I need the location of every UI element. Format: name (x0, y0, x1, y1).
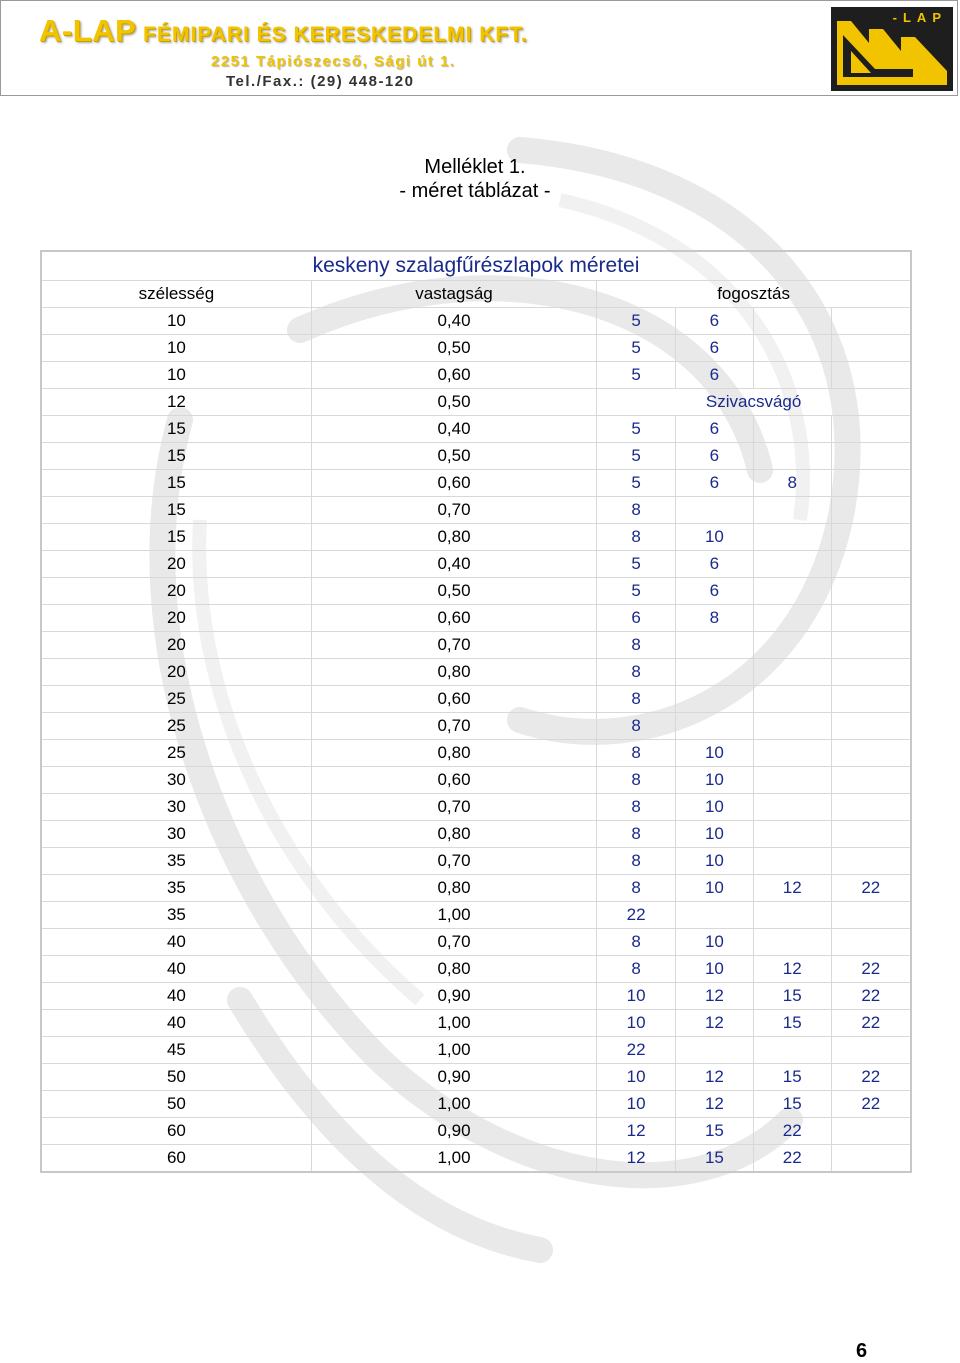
table-row (41, 605, 911, 632)
width-cell: 35 (41, 875, 311, 902)
header-thickness: vastagság (311, 281, 596, 308)
thickness-cell: 0,80 (311, 821, 596, 848)
appendix-title: Melléklet 1. (424, 156, 526, 178)
thickness-cell: 0,90 (311, 983, 596, 1010)
width-cell: 10 (41, 308, 311, 335)
tooth-pitch-cell (676, 659, 754, 686)
tooth-pitch-cell (831, 362, 911, 389)
width-cell: 15 (41, 524, 311, 551)
tooth-pitch-cell (831, 713, 911, 740)
thickness-cell: 0,70 (311, 713, 596, 740)
tooth-pitch-cell: 8 (597, 632, 676, 659)
tooth-pitch-cell: 6 (676, 335, 754, 362)
tooth-pitch-cell (831, 767, 911, 794)
table-row (41, 875, 911, 902)
table-row (41, 821, 911, 848)
table-row (41, 524, 911, 551)
tooth-pitch-cell (753, 659, 831, 686)
width-cell: 60 (41, 1145, 311, 1173)
thickness-cell: 1,00 (311, 1010, 596, 1037)
tooth-pitch-cell: 5 (597, 416, 676, 443)
tooth-pitch-cell: 10 (676, 767, 754, 794)
thickness-cell: 0,40 (311, 308, 596, 335)
width-cell: 30 (41, 821, 311, 848)
tooth-pitch-cell: 22 (831, 1091, 911, 1118)
tooth-pitch-cell: 5 (597, 335, 676, 362)
tooth-pitch-cell (753, 902, 831, 929)
width-cell: 30 (41, 767, 311, 794)
tooth-pitch-cell: 5 (597, 362, 676, 389)
tooth-pitch-cell: 8 (597, 713, 676, 740)
width-cell: 30 (41, 794, 311, 821)
tooth-pitch-cell: 22 (831, 983, 911, 1010)
tooth-pitch-cell (753, 767, 831, 794)
tooth-pitch-cell (753, 308, 831, 335)
thickness-cell: 0,60 (311, 767, 596, 794)
tooth-pitch-cell: 12 (753, 875, 831, 902)
thickness-cell: 0,50 (311, 578, 596, 605)
tooth-pitch-cell: 12 (676, 1064, 754, 1091)
tooth-pitch-cell (831, 308, 911, 335)
thickness-cell: 0,80 (311, 524, 596, 551)
width-cell: 60 (41, 1118, 311, 1145)
tooth-pitch-cell (831, 335, 911, 362)
tooth-pitch-cell (831, 1118, 911, 1145)
thickness-cell: 0,60 (311, 470, 596, 497)
company-brand: A-LAP (39, 13, 137, 48)
thickness-cell: 1,00 (311, 902, 596, 929)
tooth-pitch-cell (831, 497, 911, 524)
header-tooth-pitch: fogosztás (597, 281, 911, 308)
tooth-pitch-cell: 15 (753, 1064, 831, 1091)
width-cell: 10 (41, 335, 311, 362)
width-cell: 15 (41, 416, 311, 443)
width-cell: 25 (41, 740, 311, 767)
tooth-pitch-cell (753, 443, 831, 470)
tooth-pitch-cell: 15 (753, 1010, 831, 1037)
tooth-pitch-cell (831, 848, 911, 875)
tooth-pitch-cell: 8 (597, 659, 676, 686)
tooth-pitch-cell (831, 740, 911, 767)
company-address: 2251 Tápiószecső, Sági út 1. (211, 53, 456, 70)
tooth-pitch-cell (753, 848, 831, 875)
tooth-pitch-cell: 22 (831, 875, 911, 902)
tooth-pitch-cell: 10 (676, 821, 754, 848)
thickness-cell: 0,60 (311, 686, 596, 713)
width-cell: 40 (41, 1010, 311, 1037)
tooth-pitch-cell: 8 (597, 821, 676, 848)
width-cell: 40 (41, 929, 311, 956)
tooth-pitch-cell: 10 (597, 983, 676, 1010)
tooth-pitch-cell (831, 659, 911, 686)
tooth-pitch-cell: 10 (676, 740, 754, 767)
width-cell: 35 (41, 902, 311, 929)
tooth-pitch-cell: 22 (597, 1037, 676, 1064)
thickness-cell: 0,90 (311, 1118, 596, 1145)
width-cell: 20 (41, 578, 311, 605)
table-row (41, 470, 911, 497)
table-row (41, 308, 911, 335)
tooth-pitch-cell (753, 794, 831, 821)
tooth-pitch-cell: 6 (676, 551, 754, 578)
tooth-pitch-cell (753, 362, 831, 389)
tooth-pitch-cell: 6 (676, 443, 754, 470)
width-cell: 20 (41, 551, 311, 578)
table-header-row (41, 281, 911, 308)
tooth-pitch-cell: 5 (597, 470, 676, 497)
tooth-pitch-cell (753, 929, 831, 956)
table-caption-row (41, 251, 911, 281)
tooth-pitch-cell: 10 (676, 875, 754, 902)
tooth-pitch-cell (753, 632, 831, 659)
table-row (41, 497, 911, 524)
thickness-cell: 0,70 (311, 929, 596, 956)
tooth-pitch-cell: 5 (597, 443, 676, 470)
tooth-pitch-cell (753, 740, 831, 767)
table-row (41, 335, 911, 362)
tooth-pitch-cell: 8 (597, 875, 676, 902)
width-cell: 40 (41, 956, 311, 983)
width-cell: 15 (41, 497, 311, 524)
tooth-pitch-cell: 8 (597, 929, 676, 956)
table-row (41, 956, 911, 983)
note-cell: Szivacsvágó (597, 389, 911, 416)
tooth-pitch-cell (753, 713, 831, 740)
tooth-pitch-cell (753, 335, 831, 362)
thickness-cell: 0,50 (311, 335, 596, 362)
tooth-pitch-cell: 22 (831, 1064, 911, 1091)
thickness-cell: 1,00 (311, 1091, 596, 1118)
tooth-pitch-cell: 8 (676, 605, 754, 632)
tooth-pitch-cell: 5 (597, 308, 676, 335)
tooth-pitch-cell (676, 713, 754, 740)
table-row (41, 1118, 911, 1145)
width-cell: 50 (41, 1091, 311, 1118)
tooth-pitch-cell (831, 524, 911, 551)
thickness-cell: 1,00 (311, 1037, 596, 1064)
thickness-cell: 0,50 (311, 443, 596, 470)
table-row (41, 983, 911, 1010)
table-row (41, 848, 911, 875)
width-cell: 40 (41, 983, 311, 1010)
tooth-pitch-cell: 12 (676, 983, 754, 1010)
table-row (41, 659, 911, 686)
tooth-pitch-cell: 22 (831, 1010, 911, 1037)
tooth-pitch-cell: 8 (597, 767, 676, 794)
table-row (41, 1145, 911, 1173)
table-row (41, 740, 911, 767)
tooth-pitch-cell (831, 416, 911, 443)
tooth-pitch-cell: 5 (597, 551, 676, 578)
table-row (41, 929, 911, 956)
tooth-pitch-cell: 8 (597, 686, 676, 713)
tooth-pitch-cell: 8 (597, 524, 676, 551)
thickness-cell: 0,50 (311, 389, 596, 416)
tooth-pitch-cell (831, 551, 911, 578)
tooth-pitch-cell: 15 (753, 1091, 831, 1118)
table-row (41, 1037, 911, 1064)
tooth-pitch-cell: 22 (597, 902, 676, 929)
table-row (41, 713, 911, 740)
width-cell: 15 (41, 443, 311, 470)
table-row (41, 578, 911, 605)
thickness-cell: 0,70 (311, 848, 596, 875)
tooth-pitch-cell (831, 605, 911, 632)
thickness-cell: 0,70 (311, 497, 596, 524)
width-cell: 45 (41, 1037, 311, 1064)
tooth-pitch-cell: 10 (676, 524, 754, 551)
table-row (41, 767, 911, 794)
tooth-pitch-cell: 10 (597, 1091, 676, 1118)
width-cell: 25 (41, 713, 311, 740)
table-row (41, 416, 911, 443)
tooth-pitch-cell (676, 632, 754, 659)
company-full-name: FÉMIPARI ÉS KERESKEDELMI KFT. (136, 23, 528, 46)
tooth-pitch-cell (676, 1037, 754, 1064)
tooth-pitch-cell: 10 (597, 1010, 676, 1037)
width-cell: 20 (41, 659, 311, 686)
tooth-pitch-cell: 22 (753, 1145, 831, 1173)
tooth-pitch-cell (831, 902, 911, 929)
tooth-pitch-cell (831, 578, 911, 605)
tooth-pitch-cell: 12 (676, 1010, 754, 1037)
width-cell: 50 (41, 1064, 311, 1091)
thickness-cell: 0,90 (311, 1064, 596, 1091)
table-row (41, 1010, 911, 1037)
tooth-pitch-cell: 22 (753, 1118, 831, 1145)
tooth-pitch-cell (831, 686, 911, 713)
tooth-pitch-cell (676, 497, 754, 524)
tooth-pitch-cell: 8 (597, 794, 676, 821)
tooth-pitch-cell (753, 1037, 831, 1064)
tooth-pitch-cell: 15 (676, 1145, 754, 1173)
thickness-cell: 0,60 (311, 605, 596, 632)
tooth-pitch-cell (753, 551, 831, 578)
tooth-pitch-cell: 12 (753, 956, 831, 983)
width-cell: 35 (41, 848, 311, 875)
tooth-pitch-cell: 6 (676, 308, 754, 335)
table-row (41, 632, 911, 659)
tooth-pitch-cell: 8 (753, 470, 831, 497)
tooth-pitch-cell: 8 (597, 497, 676, 524)
tooth-pitch-cell (831, 470, 911, 497)
tooth-pitch-cell: 6 (676, 470, 754, 497)
thickness-cell: 0,80 (311, 875, 596, 902)
table-row (41, 1091, 911, 1118)
tooth-pitch-cell: 6 (676, 362, 754, 389)
tooth-pitch-cell: 12 (597, 1118, 676, 1145)
thickness-cell: 0,80 (311, 740, 596, 767)
tooth-pitch-cell (753, 578, 831, 605)
thickness-cell: 1,00 (311, 1145, 596, 1173)
width-cell: 25 (41, 686, 311, 713)
thickness-cell: 0,80 (311, 659, 596, 686)
width-cell: 15 (41, 470, 311, 497)
width-cell: 20 (41, 632, 311, 659)
tooth-pitch-cell (831, 632, 911, 659)
width-cell: 20 (41, 605, 311, 632)
table-row (41, 686, 911, 713)
tooth-pitch-cell: 15 (676, 1118, 754, 1145)
tooth-pitch-cell: 8 (597, 956, 676, 983)
tooth-pitch-cell (831, 1037, 911, 1064)
tooth-pitch-cell (831, 1145, 911, 1173)
tooth-pitch-cell (753, 524, 831, 551)
thickness-cell: 0,60 (311, 362, 596, 389)
tooth-pitch-cell (753, 686, 831, 713)
table-subtitle: - méret táblázat - (399, 180, 551, 202)
thickness-cell: 0,70 (311, 794, 596, 821)
table-row (41, 389, 911, 416)
tooth-pitch-cell: 5 (597, 578, 676, 605)
width-cell: 10 (41, 362, 311, 389)
table-row (41, 794, 911, 821)
tooth-pitch-cell: 6 (676, 578, 754, 605)
tooth-pitch-cell: 6 (597, 605, 676, 632)
thickness-cell: 0,40 (311, 551, 596, 578)
company-phone: Tel./Fax.: (29) 448-120 (226, 73, 415, 90)
tooth-pitch-cell (753, 416, 831, 443)
tooth-pitch-cell: 12 (597, 1145, 676, 1173)
tooth-pitch-cell (831, 929, 911, 956)
tooth-pitch-cell: 10 (676, 929, 754, 956)
page-number: 6 (856, 1340, 868, 1362)
width-cell: 12 (41, 389, 311, 416)
tooth-pitch-cell (831, 794, 911, 821)
tooth-pitch-cell (676, 902, 754, 929)
tooth-pitch-cell: 22 (831, 956, 911, 983)
table-row (41, 443, 911, 470)
table-caption: keskeny szalagfűrészlapok méretei (41, 251, 911, 281)
table-row (41, 362, 911, 389)
thickness-cell: 0,40 (311, 416, 596, 443)
tooth-pitch-cell: 6 (676, 416, 754, 443)
tooth-pitch-cell: 10 (597, 1064, 676, 1091)
table-row (41, 902, 911, 929)
tooth-pitch-cell: 10 (676, 956, 754, 983)
tooth-pitch-cell: 15 (753, 983, 831, 1010)
tooth-pitch-cell (831, 443, 911, 470)
tooth-pitch-cell (753, 497, 831, 524)
table-row (41, 1064, 911, 1091)
tooth-pitch-cell (831, 821, 911, 848)
thickness-cell: 0,70 (311, 632, 596, 659)
header-width: szélesség (41, 281, 311, 308)
tooth-pitch-cell: 10 (676, 794, 754, 821)
tooth-pitch-cell: 8 (597, 848, 676, 875)
tooth-pitch-cell (753, 821, 831, 848)
thickness-cell: 0,80 (311, 956, 596, 983)
logo-text: -LAP (892, 10, 947, 25)
table-row (41, 551, 911, 578)
tooth-pitch-cell: 10 (676, 848, 754, 875)
tooth-pitch-cell: 8 (597, 740, 676, 767)
tooth-pitch-cell (753, 605, 831, 632)
tooth-pitch-cell: 12 (676, 1091, 754, 1118)
blade-size-table (40, 250, 912, 1173)
tooth-pitch-cell (676, 686, 754, 713)
